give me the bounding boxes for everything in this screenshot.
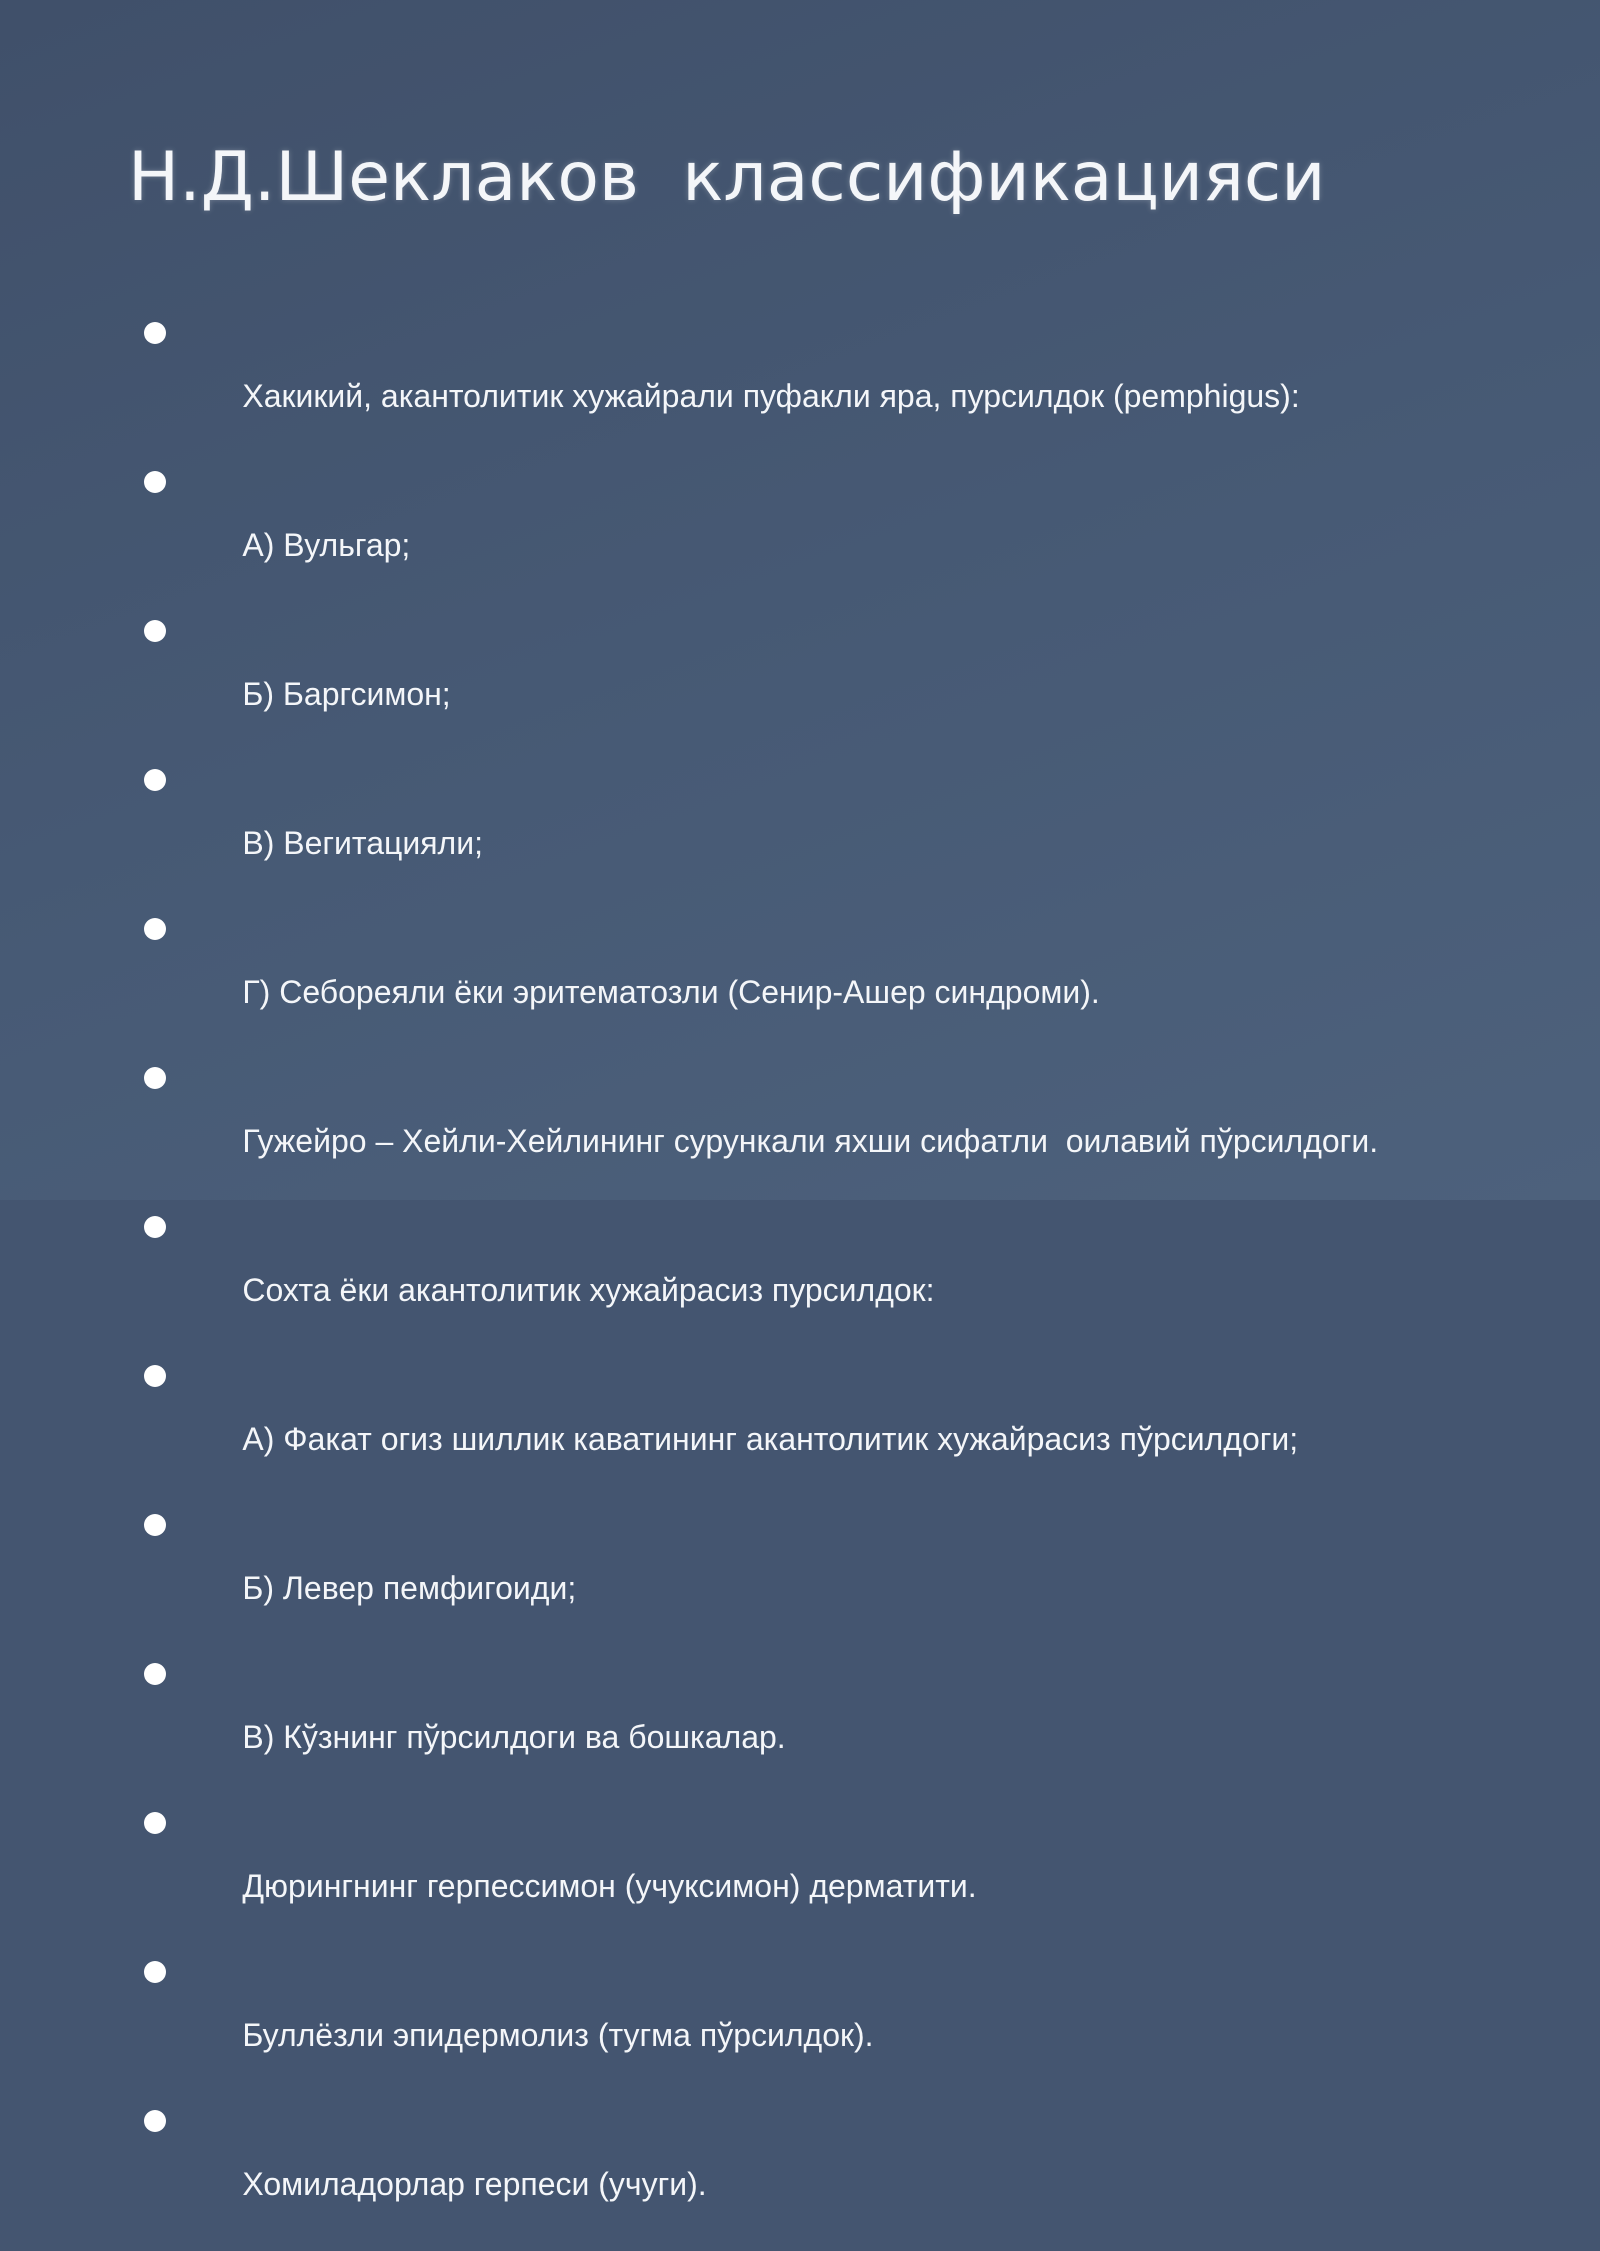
- list-item: [140, 1357, 1440, 1489]
- list-item: [140, 761, 1440, 893]
- bullet-icon: [144, 1663, 166, 1685]
- bullet-icon: [144, 322, 166, 344]
- bullet-icon: [144, 1067, 166, 1089]
- bullet-list: [140, 314, 1440, 2251]
- bullet-icon: [144, 1961, 166, 1983]
- list-item-text: В) Вегитацияли;: [242, 825, 483, 861]
- list-item-text: Б) Левер пемфигоиди;: [242, 1570, 577, 1606]
- list-item-text: Гужейро – Хейли-Хейлининг сурункали яхши сифатли оилавий пўрсилдоги.: [242, 1123, 1379, 1159]
- list-item: [140, 910, 1440, 1042]
- list-item: [140, 314, 1440, 446]
- bullet-icon: [144, 620, 166, 642]
- list-item-text: Г) Себореяли ёки эритематозли (Сенир-Ашер синдроми).: [242, 974, 1100, 1010]
- list-item: [140, 1059, 1440, 1191]
- bullet-icon: [144, 2110, 166, 2132]
- list-item: [140, 1953, 1440, 2085]
- bullet-icon: [144, 471, 166, 493]
- list-item-text: Хомиладорлар герпеси (учуги).: [242, 2166, 707, 2202]
- bullet-icon: [144, 1812, 166, 1834]
- list-item: [140, 1506, 1440, 1638]
- list-item: [140, 2102, 1440, 2234]
- list-item-text: А) Факат огиз шиллик каватининг акантолитик хужайрасиз пўрсилдоги;: [242, 1421, 1299, 1457]
- list-item-text: Хакикий, акантолитик хужайрали пуфакли яра, пурсилдок (pemphigus):: [242, 378, 1300, 414]
- list-item: [140, 1655, 1440, 1787]
- bullet-icon: [144, 1514, 166, 1536]
- list-item-text: Сохта ёки акантолитик хужайрасиз пурсилдок:: [242, 1272, 935, 1308]
- list-item: [140, 463, 1440, 595]
- list-item: [140, 612, 1440, 744]
- slide-title: Н.Д.Шеклаков классификацияси: [128, 138, 1326, 217]
- list-item: [140, 1208, 1440, 1340]
- list-item: [140, 1804, 1440, 1936]
- list-item-text: Б) Баргсимон;: [242, 676, 451, 712]
- bullet-icon: [144, 918, 166, 940]
- list-item-text: В) Кўзнинг пўрсилдоги ва бошкалар.: [242, 1719, 786, 1755]
- list-item-text: Буллёзли эпидермолиз (тугма пўрсилдок).: [242, 2017, 874, 2053]
- bullet-icon: [144, 769, 166, 791]
- bullet-icon: [144, 1365, 166, 1387]
- list-item-text: Дюрингнинг герпессимон (учуксимон) дерматити.: [242, 1868, 977, 1904]
- list-item-text: А) Вульгар;: [242, 527, 411, 563]
- bullet-icon: [144, 1216, 166, 1238]
